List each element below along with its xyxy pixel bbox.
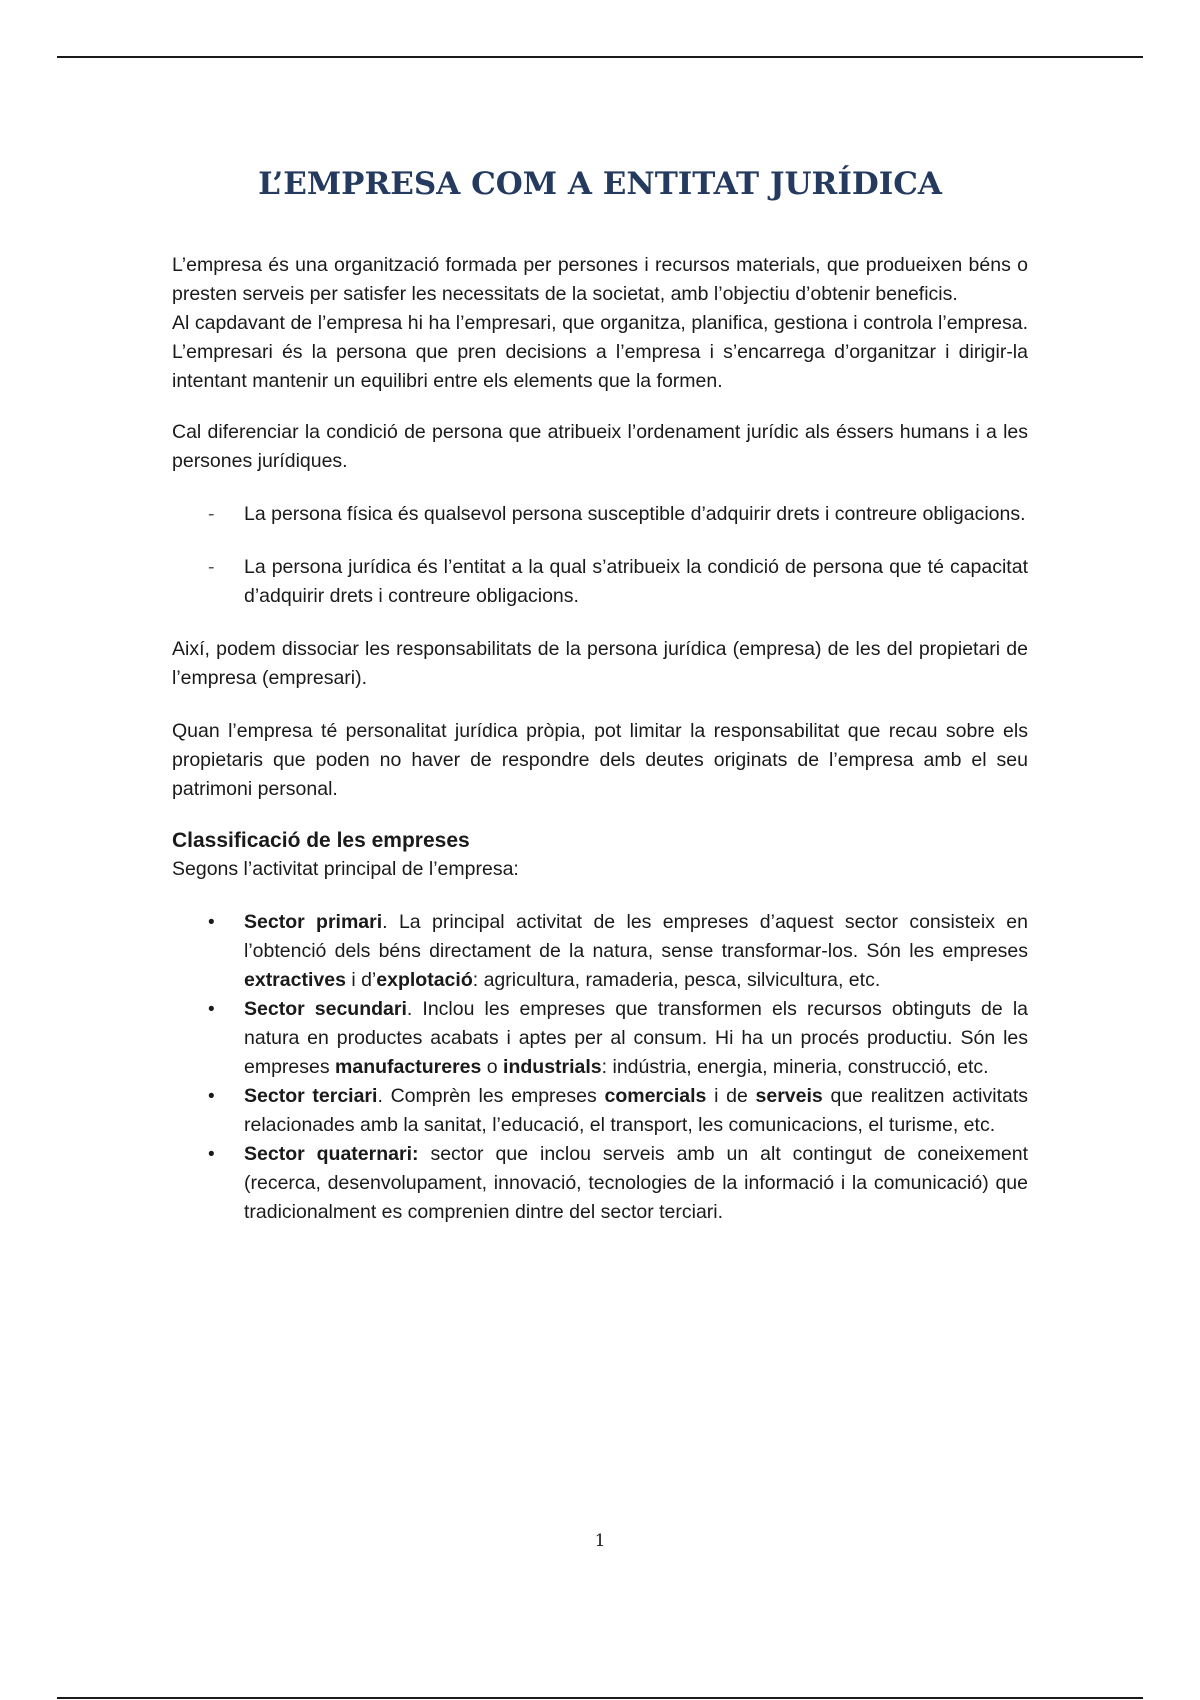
list-item xyxy=(208,1082,1028,1140)
sector-list xyxy=(172,908,1028,1227)
bullet-marker: • xyxy=(208,999,215,1020)
document-body xyxy=(172,251,1028,1227)
dash-marker: - xyxy=(208,503,215,525)
sector-text: i de xyxy=(706,1085,756,1107)
sector-text: . Inclou les empreses que transformen els recursos obtinguts de la natura en productes acabats i aptes per al consum. Hi ha un procés productiu. Són les empreses xyxy=(244,998,1028,1078)
classification-intro: Segons l’activitat principal de l’empresa: xyxy=(172,858,519,880)
sector-keyword: extractives xyxy=(244,969,346,991)
paragraph-person-condition: Cal diferenciar la condició de persona que atribueix l’ordenament jurídic als éssers humans i a les persones jurídiques. xyxy=(172,421,1028,472)
sector-keyword: serveis xyxy=(755,1085,823,1107)
paragraph-entrepreneur: Al capdavant de l’empresa hi ha l’empresari, que organitza, planifica, gestiona i controla l’empresa. L’empresari és la persona que pren decisions a l’empresa i s’encarrega d’organitzar i dirigir-la intentant mantenir un equilibri entre els elements que la formen. xyxy=(172,312,1028,392)
list-item-text: La persona jurídica és l’entitat a la qual s’atribueix la condició de persona que té capacitat d’adquirir drets i contreure obligacions. xyxy=(244,556,1028,607)
section-heading: Classificació de les empreses xyxy=(172,829,470,852)
page-number: 1 xyxy=(594,1531,606,1551)
list-item-text: La persona física és qualsevol persona susceptible d’adquirir drets i contreure obligacions. xyxy=(244,503,1026,525)
bullet-marker: • xyxy=(208,1086,215,1107)
sector-name: Sector terciari xyxy=(244,1085,378,1107)
sector-name: Sector secundari xyxy=(244,998,407,1020)
sector-text: sector que inclou serveis amb un alt contingut de coneixement (recerca, desenvolupament, innovació, tecnologies de la informació i la comunicació) que tradicionalment es comprenien dintre del sector terciari. xyxy=(244,1143,1028,1223)
sector-text: : agricultura, ramaderia, pesca, silvicultura, etc. xyxy=(472,969,881,991)
sector-keyword: comercials xyxy=(604,1085,707,1107)
person-type-list xyxy=(172,500,1028,611)
sector-text: . Comprèn les empreses xyxy=(377,1085,605,1107)
dash-marker: - xyxy=(208,556,215,578)
paragraph-definition: L’empresa és una organització formada per persones i recursos materials, que produeixen béns o presten serveis per satisfer les necessitats de la societat, amb l’objectiu d’obtenir beneficis. xyxy=(172,254,1028,305)
sector-text: : indústria, energia, mineria, construcció, etc. xyxy=(601,1056,989,1078)
sector-name: Sector quaternari: xyxy=(244,1143,419,1165)
sector-name: Sector primari xyxy=(244,911,383,933)
sector-keyword: industrials xyxy=(503,1056,602,1078)
paragraph-legal-personality: Quan l’empresa té personalitat jurídica pròpia, pot limitar la responsabilitat que recau sobre els propietaris que poden no haver de respondre dels deutes originats de l’empresa amb el seu patrimoni personal. xyxy=(172,720,1028,800)
sector-text: que realitzen activitats relacionades amb la sanitat, l’educació, el transport, les comunicacions, el turisme, etc. xyxy=(244,1085,1028,1136)
list-item xyxy=(208,1140,1028,1227)
footer-rule xyxy=(57,1697,1143,1699)
sector-text: o xyxy=(481,1056,504,1078)
paragraph-dissociate: Així, podem dissociar les responsabilitats de la persona jurídica (empresa) de les del propietari de l’empresa (empresari). xyxy=(172,638,1028,689)
list-item xyxy=(208,553,1028,611)
sector-keyword: manufactureres xyxy=(335,1056,482,1078)
sector-text: i d’ xyxy=(345,969,377,991)
sector-keyword: explotació xyxy=(376,969,473,991)
sector-text: . La principal activitat de les empreses d’aquest sector consisteix en l’obtenció dels béns directament de la natura, sense transformar-los. Són les empreses xyxy=(244,911,1028,962)
bullet-marker: • xyxy=(208,912,215,933)
document-title: L’EMPRESA COM A ENTITAT JURÍDICA xyxy=(258,166,942,202)
list-item xyxy=(208,908,1028,995)
list-item xyxy=(208,995,1028,1082)
list-item xyxy=(208,500,1028,529)
header-rule xyxy=(57,56,1143,58)
bullet-marker: • xyxy=(208,1144,215,1165)
